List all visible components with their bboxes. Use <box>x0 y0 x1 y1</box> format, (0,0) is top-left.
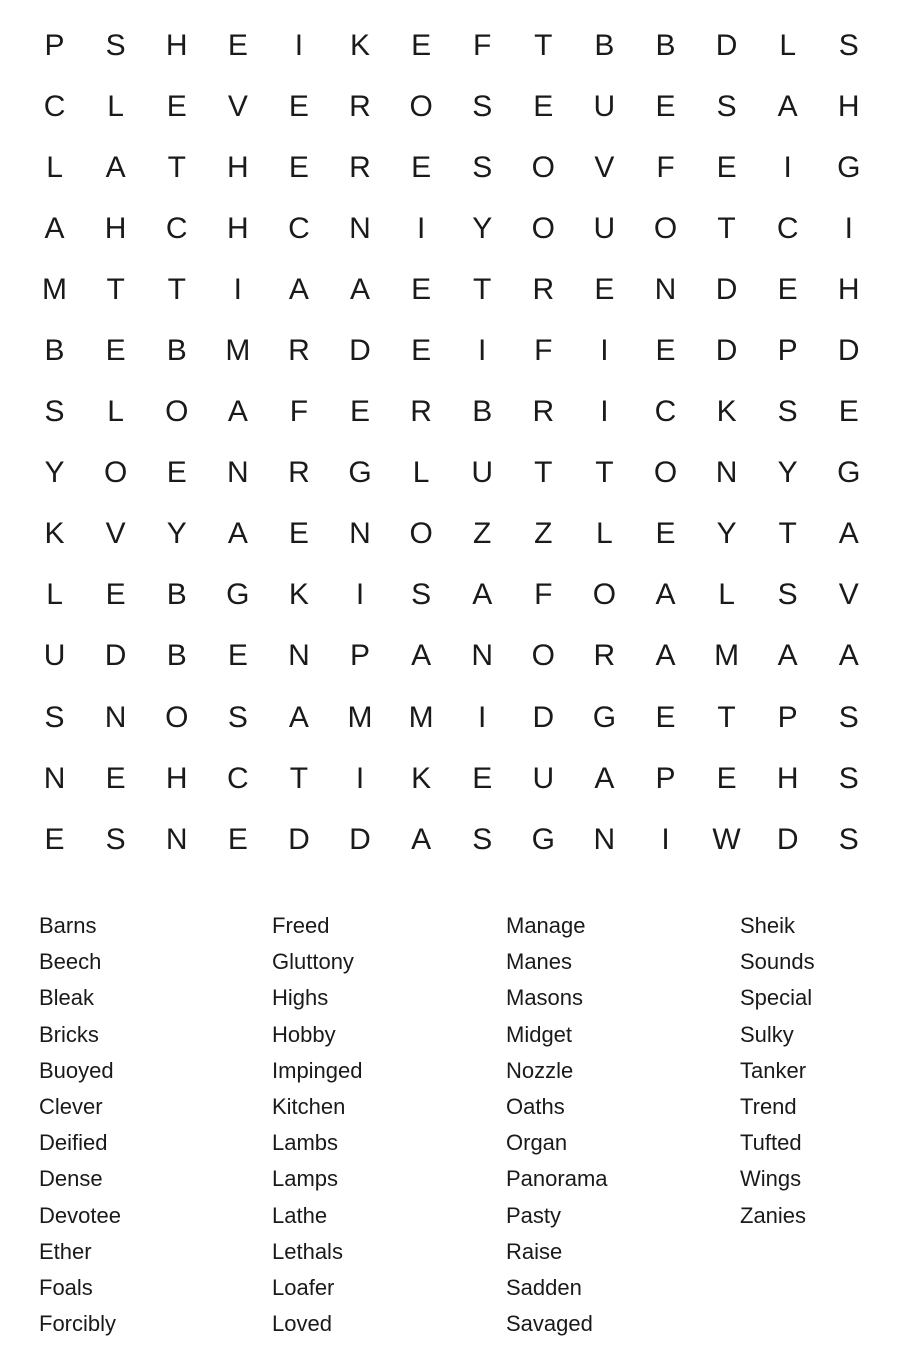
grid-letter[interactable]: M <box>225 334 251 368</box>
grid-letter[interactable]: H <box>226 150 249 184</box>
grid-letter[interactable]: I <box>783 150 792 184</box>
word-list-item: Masons <box>506 985 584 1011</box>
word-list-item: Highs <box>272 985 329 1011</box>
word-list-item: Manage <box>506 913 586 938</box>
grid-letter[interactable]: E <box>655 334 676 368</box>
grid-letter[interactable]: K <box>44 517 65 551</box>
grid-letter[interactable]: E <box>105 761 126 795</box>
word-list-item: Buoyed <box>39 1057 114 1083</box>
grid-letter[interactable]: N <box>226 456 249 490</box>
grid-letter[interactable]: R <box>288 334 310 368</box>
grid-letter[interactable]: L <box>596 517 613 551</box>
word-list-item: Raise <box>506 1238 563 1264</box>
grid-letter[interactable]: A <box>838 639 859 673</box>
word-list-item: Loved <box>272 1311 332 1337</box>
grid-letter[interactable]: T <box>473 272 492 306</box>
grid-letter[interactable]: H <box>104 211 127 245</box>
grid-letter[interactable]: E <box>838 395 859 429</box>
grid-letter[interactable]: R <box>288 456 310 490</box>
grid-letter[interactable]: P <box>350 639 371 673</box>
grid-letter[interactable]: S <box>838 700 859 734</box>
grid-letter[interactable]: N <box>654 272 677 306</box>
grid-letter[interactable]: S <box>838 761 859 795</box>
grid-letter[interactable]: G <box>226 578 250 612</box>
grid-letter[interactable]: L <box>107 89 124 123</box>
grid-letter[interactable]: I <box>478 700 487 734</box>
word-list-item: Kitchen <box>272 1093 346 1119</box>
word-list-item: Sulky <box>740 1021 794 1047</box>
grid-letter[interactable]: A <box>655 639 676 673</box>
grid-letter[interactable]: A <box>44 211 65 245</box>
word-list-item: Bricks <box>39 1021 99 1047</box>
grid-letter[interactable]: S <box>411 578 432 612</box>
grid-letter[interactable]: H <box>226 211 249 245</box>
grid-letter[interactable]: A <box>227 517 248 551</box>
grid-letter[interactable]: D <box>837 334 860 368</box>
word-list-item: Lathe <box>272 1202 328 1228</box>
grid-letter[interactable]: I <box>661 822 670 856</box>
word-list-item: Tufted <box>740 1130 802 1156</box>
grid-letter[interactable]: I <box>233 272 242 306</box>
grid-letter[interactable]: N <box>104 700 127 734</box>
grid-letter[interactable]: R <box>532 395 555 429</box>
grid-letter[interactable]: E <box>655 517 676 551</box>
grid-letter[interactable]: L <box>779 28 797 62</box>
grid-letter[interactable]: D <box>349 334 371 368</box>
grid-letter[interactable]: S <box>777 395 798 429</box>
grid-letter[interactable]: F <box>656 150 675 184</box>
grid-letter[interactable]: E <box>288 150 309 184</box>
grid-letter[interactable]: N <box>349 517 371 551</box>
word-list-item: Beech <box>39 949 102 975</box>
word-list-item: Sounds <box>740 949 815 975</box>
grid-letter[interactable]: E <box>716 150 737 184</box>
grid-letter[interactable]: E <box>166 456 187 490</box>
grid-letter[interactable]: E <box>288 517 309 551</box>
word-list-item: Sadden <box>506 1274 582 1300</box>
grid-letter[interactable]: I <box>844 211 853 245</box>
grid-letter[interactable]: S <box>227 700 248 734</box>
grid-letter[interactable]: M <box>714 639 740 673</box>
grid-letter[interactable]: G <box>348 456 372 490</box>
word-list-item: Lethals <box>272 1238 343 1264</box>
grid-letter[interactable]: A <box>411 822 432 856</box>
grid-letter[interactable]: I <box>478 334 487 368</box>
grid-letter[interactable]: M <box>347 700 373 734</box>
grid-letter[interactable]: E <box>655 89 676 123</box>
grid-letter[interactable]: C <box>776 211 799 245</box>
grid-letter[interactable]: A <box>838 517 859 551</box>
grid-letter[interactable]: D <box>715 334 738 368</box>
grid-letter[interactable]: A <box>472 578 493 612</box>
word-list-item: Organ <box>506 1130 568 1156</box>
grid-letter[interactable]: E <box>655 700 676 734</box>
grid-letter[interactable]: U <box>532 761 555 795</box>
grid-letter[interactable]: O <box>409 517 433 551</box>
grid-letter[interactable]: B <box>166 639 187 673</box>
grid-letter[interactable]: V <box>838 578 859 612</box>
grid-letter[interactable]: E <box>350 395 371 429</box>
grid-letter[interactable]: A <box>288 700 309 734</box>
grid-letter[interactable]: F <box>289 395 309 429</box>
grid-letter[interactable]: R <box>349 89 371 123</box>
grid-letter[interactable]: O <box>531 639 555 673</box>
word-list-item: Sheik <box>740 913 796 938</box>
word-list-item: Dense <box>39 1166 103 1192</box>
word-list-item: Lamps <box>272 1166 339 1192</box>
grid-letter[interactable]: G <box>837 456 861 490</box>
word-list-item: Clever <box>39 1093 103 1119</box>
word-list-column <box>740 908 889 1344</box>
grid-letter[interactable]: M <box>408 700 434 734</box>
grid-letter[interactable]: E <box>227 28 248 62</box>
grid-letter[interactable]: C <box>43 89 66 123</box>
grid-letter[interactable]: B <box>166 578 187 612</box>
word-list-column <box>272 908 506 1344</box>
grid-letter[interactable]: L <box>46 150 63 184</box>
grid-letter[interactable]: T <box>717 700 736 734</box>
grid-letter[interactable]: G <box>592 700 617 734</box>
word-list-item: Trend <box>740 1093 797 1119</box>
grid-letter[interactable]: E <box>472 761 493 795</box>
grid-letter[interactable]: T <box>778 517 797 551</box>
grid-letter[interactable]: C <box>288 211 310 245</box>
word-list-item: Savaged <box>506 1311 593 1337</box>
grid-letter[interactable]: H <box>165 761 188 795</box>
grid-letter[interactable]: N <box>471 639 494 673</box>
grid-letter[interactable]: C <box>654 395 677 429</box>
word-list <box>39 908 889 1344</box>
grid-letter[interactable]: E <box>288 89 309 123</box>
grid-letter[interactable]: D <box>349 822 371 856</box>
grid-letter[interactable]: S <box>716 89 737 123</box>
grid-letter[interactable]: T <box>595 456 614 490</box>
word-list-item: Devotee <box>39 1202 121 1228</box>
grid-letter[interactable]: I <box>355 578 365 612</box>
grid-letter[interactable]: W <box>712 822 741 856</box>
grid-letter[interactable]: A <box>227 395 248 429</box>
grid-letter[interactable]: L <box>412 456 430 490</box>
grid-letter[interactable]: C <box>165 211 188 245</box>
grid-letter[interactable]: L <box>718 578 735 612</box>
grid-letter[interactable]: Y <box>777 456 798 490</box>
word-list-item: Foals <box>39 1274 93 1300</box>
grid-letter[interactable]: K <box>411 761 432 795</box>
grid-letter[interactable]: E <box>166 89 187 123</box>
grid-letter[interactable]: A <box>655 578 676 612</box>
grid-letter[interactable]: D <box>776 822 799 856</box>
word-list-item: Panorama <box>506 1166 608 1192</box>
grid-letter[interactable]: O <box>165 395 189 429</box>
grid-letter[interactable]: N <box>165 822 188 856</box>
grid-letter[interactable]: O <box>653 456 678 490</box>
grid-letter[interactable]: V <box>105 517 126 551</box>
grid-letter[interactable]: I <box>600 395 609 429</box>
word-list-item: Freed <box>272 913 330 938</box>
word-list-item: Pasty <box>506 1202 562 1228</box>
grid-letter[interactable]: T <box>534 28 553 62</box>
grid-letter[interactable]: G <box>531 822 555 856</box>
grid-letter[interactable]: N <box>349 211 371 245</box>
word-list-item: Hobby <box>272 1021 336 1047</box>
grid-letter[interactable]: Z <box>534 517 553 551</box>
grid-letter[interactable]: B <box>655 28 676 62</box>
word-list-item: Forcibly <box>39 1311 117 1337</box>
grid-letter[interactable]: S <box>472 89 493 123</box>
grid-letter[interactable]: D <box>104 639 127 673</box>
grid-letter[interactable]: A <box>288 272 309 306</box>
grid-letter[interactable]: H <box>837 89 860 123</box>
grid-letter[interactable]: B <box>44 334 65 368</box>
word-list-column <box>39 908 272 1344</box>
grid-letter[interactable]: C <box>226 761 249 795</box>
grid-letter[interactable]: A <box>777 89 798 123</box>
grid-letter[interactable]: Z <box>473 517 492 551</box>
grid-letter[interactable]: S <box>105 28 126 62</box>
word-list-item: Gluttony <box>272 949 354 975</box>
grid-letter[interactable]: H <box>776 761 799 795</box>
grid-letter[interactable]: Y <box>44 456 65 490</box>
grid-letter[interactable]: D <box>288 822 310 856</box>
grid-letter[interactable]: E <box>411 150 432 184</box>
grid-letter[interactable]: O <box>103 456 128 490</box>
grid-letter[interactable]: P <box>655 761 676 795</box>
grid-letter[interactable]: G <box>837 150 861 184</box>
grid-letter[interactable]: V <box>227 89 248 123</box>
grid-letter[interactable]: A <box>105 150 126 184</box>
grid-letter[interactable]: S <box>777 578 798 612</box>
grid-letter[interactable]: A <box>594 761 615 795</box>
grid-letter[interactable]: V <box>594 150 615 184</box>
grid-letter[interactable]: T <box>534 456 553 490</box>
grid-letter[interactable]: S <box>472 150 493 184</box>
grid-letter[interactable]: O <box>165 700 189 734</box>
grid-letter[interactable]: U <box>593 89 616 123</box>
word-list-item: Loafer <box>272 1274 335 1300</box>
grid-letter[interactable]: P <box>777 700 798 734</box>
grid-letter[interactable]: A <box>411 639 432 673</box>
grid-letter[interactable]: T <box>717 211 736 245</box>
word-list-item: Tanker <box>740 1057 807 1083</box>
grid-letter[interactable]: E <box>227 639 248 673</box>
grid-letter[interactable]: O <box>409 89 433 123</box>
grid-letter[interactable]: I <box>355 761 365 795</box>
grid-letter[interactable]: F <box>534 578 553 612</box>
word-list-item: Ether <box>39 1238 92 1264</box>
grid-letter[interactable]: P <box>777 334 798 368</box>
grid-letter[interactable]: E <box>533 89 554 123</box>
grid-letter[interactable]: E <box>105 578 126 612</box>
grid-letter[interactable]: R <box>349 150 371 184</box>
grid-letter[interactable]: K <box>716 395 737 429</box>
grid-letter[interactable]: E <box>411 272 432 306</box>
grid-letter[interactable]: E <box>44 822 65 856</box>
grid-letter[interactable]: H <box>165 28 188 62</box>
grid-letter[interactable]: S <box>44 700 65 734</box>
grid-letter[interactable]: Y <box>716 517 737 551</box>
grid-letter[interactable]: N <box>593 822 616 856</box>
grid-letter[interactable]: O <box>531 150 555 184</box>
grid-letter[interactable]: T <box>106 272 125 306</box>
grid-letter[interactable]: D <box>715 28 738 62</box>
grid-letter[interactable]: B <box>166 334 187 368</box>
grid-letter[interactable]: E <box>411 28 432 62</box>
grid-letter[interactable]: Y <box>472 211 493 245</box>
grid-letter[interactable]: U <box>593 211 616 245</box>
grid-letter[interactable]: I <box>294 28 304 62</box>
grid-letter[interactable]: H <box>837 272 860 306</box>
grid-letter[interactable]: I <box>600 334 609 368</box>
grid-letter[interactable]: D <box>715 272 738 306</box>
grid-letter[interactable]: F <box>473 28 492 62</box>
word-list-item: Midget <box>506 1021 573 1047</box>
grid-letter[interactable]: B <box>472 395 493 429</box>
grid-letter[interactable]: E <box>411 334 432 368</box>
grid-letter[interactable]: L <box>46 578 63 612</box>
word-list-column <box>506 908 740 1344</box>
grid-letter[interactable]: E <box>777 272 798 306</box>
word-list-item: Impinged <box>272 1057 363 1083</box>
grid-letter[interactable]: M <box>42 272 68 306</box>
grid-letter[interactable]: S <box>838 28 859 62</box>
grid-letter[interactable]: T <box>289 761 309 795</box>
grid-letter[interactable]: T <box>167 150 186 184</box>
grid-letter[interactable]: S <box>105 822 126 856</box>
word-list-item: Zanies <box>740 1202 807 1228</box>
word-list-item: Deified <box>39 1130 108 1156</box>
grid-letter[interactable]: O <box>592 578 617 612</box>
word-list-item: Wings <box>740 1166 802 1192</box>
grid-letter[interactable]: S <box>838 822 859 856</box>
word-list-item: Barns <box>39 913 97 938</box>
grid-letter[interactable]: I <box>416 211 426 245</box>
grid-letter[interactable]: K <box>350 28 371 62</box>
word-list-item: Bleak <box>39 985 95 1011</box>
grid-letter[interactable]: L <box>107 395 124 429</box>
grid-letter[interactable]: K <box>288 578 309 612</box>
grid-letter[interactable]: T <box>167 272 186 306</box>
grid-letter[interactable]: E <box>105 334 126 368</box>
grid-letter[interactable]: N <box>43 761 66 795</box>
grid-letter[interactable]: R <box>410 395 432 429</box>
grid-letter[interactable]: E <box>716 761 737 795</box>
grid-letter[interactable]: O <box>653 211 678 245</box>
grid-letter[interactable]: A <box>777 639 798 673</box>
grid-letter[interactable]: A <box>350 272 371 306</box>
word-list-item: Special <box>740 985 813 1011</box>
letter-grid <box>24 15 880 871</box>
grid-letter[interactable]: O <box>531 211 555 245</box>
grid-letter[interactable]: S <box>44 395 65 429</box>
grid-letter[interactable]: B <box>594 28 615 62</box>
grid-letter[interactable]: N <box>715 456 738 490</box>
grid-letter[interactable]: R <box>532 272 555 306</box>
grid-letter[interactable]: F <box>534 334 553 368</box>
grid-letter[interactable]: R <box>593 639 616 673</box>
grid-letter[interactable]: Y <box>166 517 187 551</box>
word-list-item: Nozzle <box>506 1057 574 1083</box>
grid-letter[interactable]: S <box>472 822 493 856</box>
grid-letter[interactable]: U <box>471 456 494 490</box>
grid-letter[interactable]: U <box>43 639 66 673</box>
grid-letter[interactable]: E <box>594 272 615 306</box>
grid-letter[interactable]: E <box>227 822 248 856</box>
grid-letter[interactable]: D <box>532 700 555 734</box>
word-list-item: Manes <box>506 949 573 975</box>
grid-letter[interactable]: N <box>288 639 310 673</box>
word-list-item: Lambs <box>272 1130 339 1156</box>
grid-letter[interactable]: P <box>44 28 65 62</box>
word-list-item: Oaths <box>506 1093 565 1119</box>
